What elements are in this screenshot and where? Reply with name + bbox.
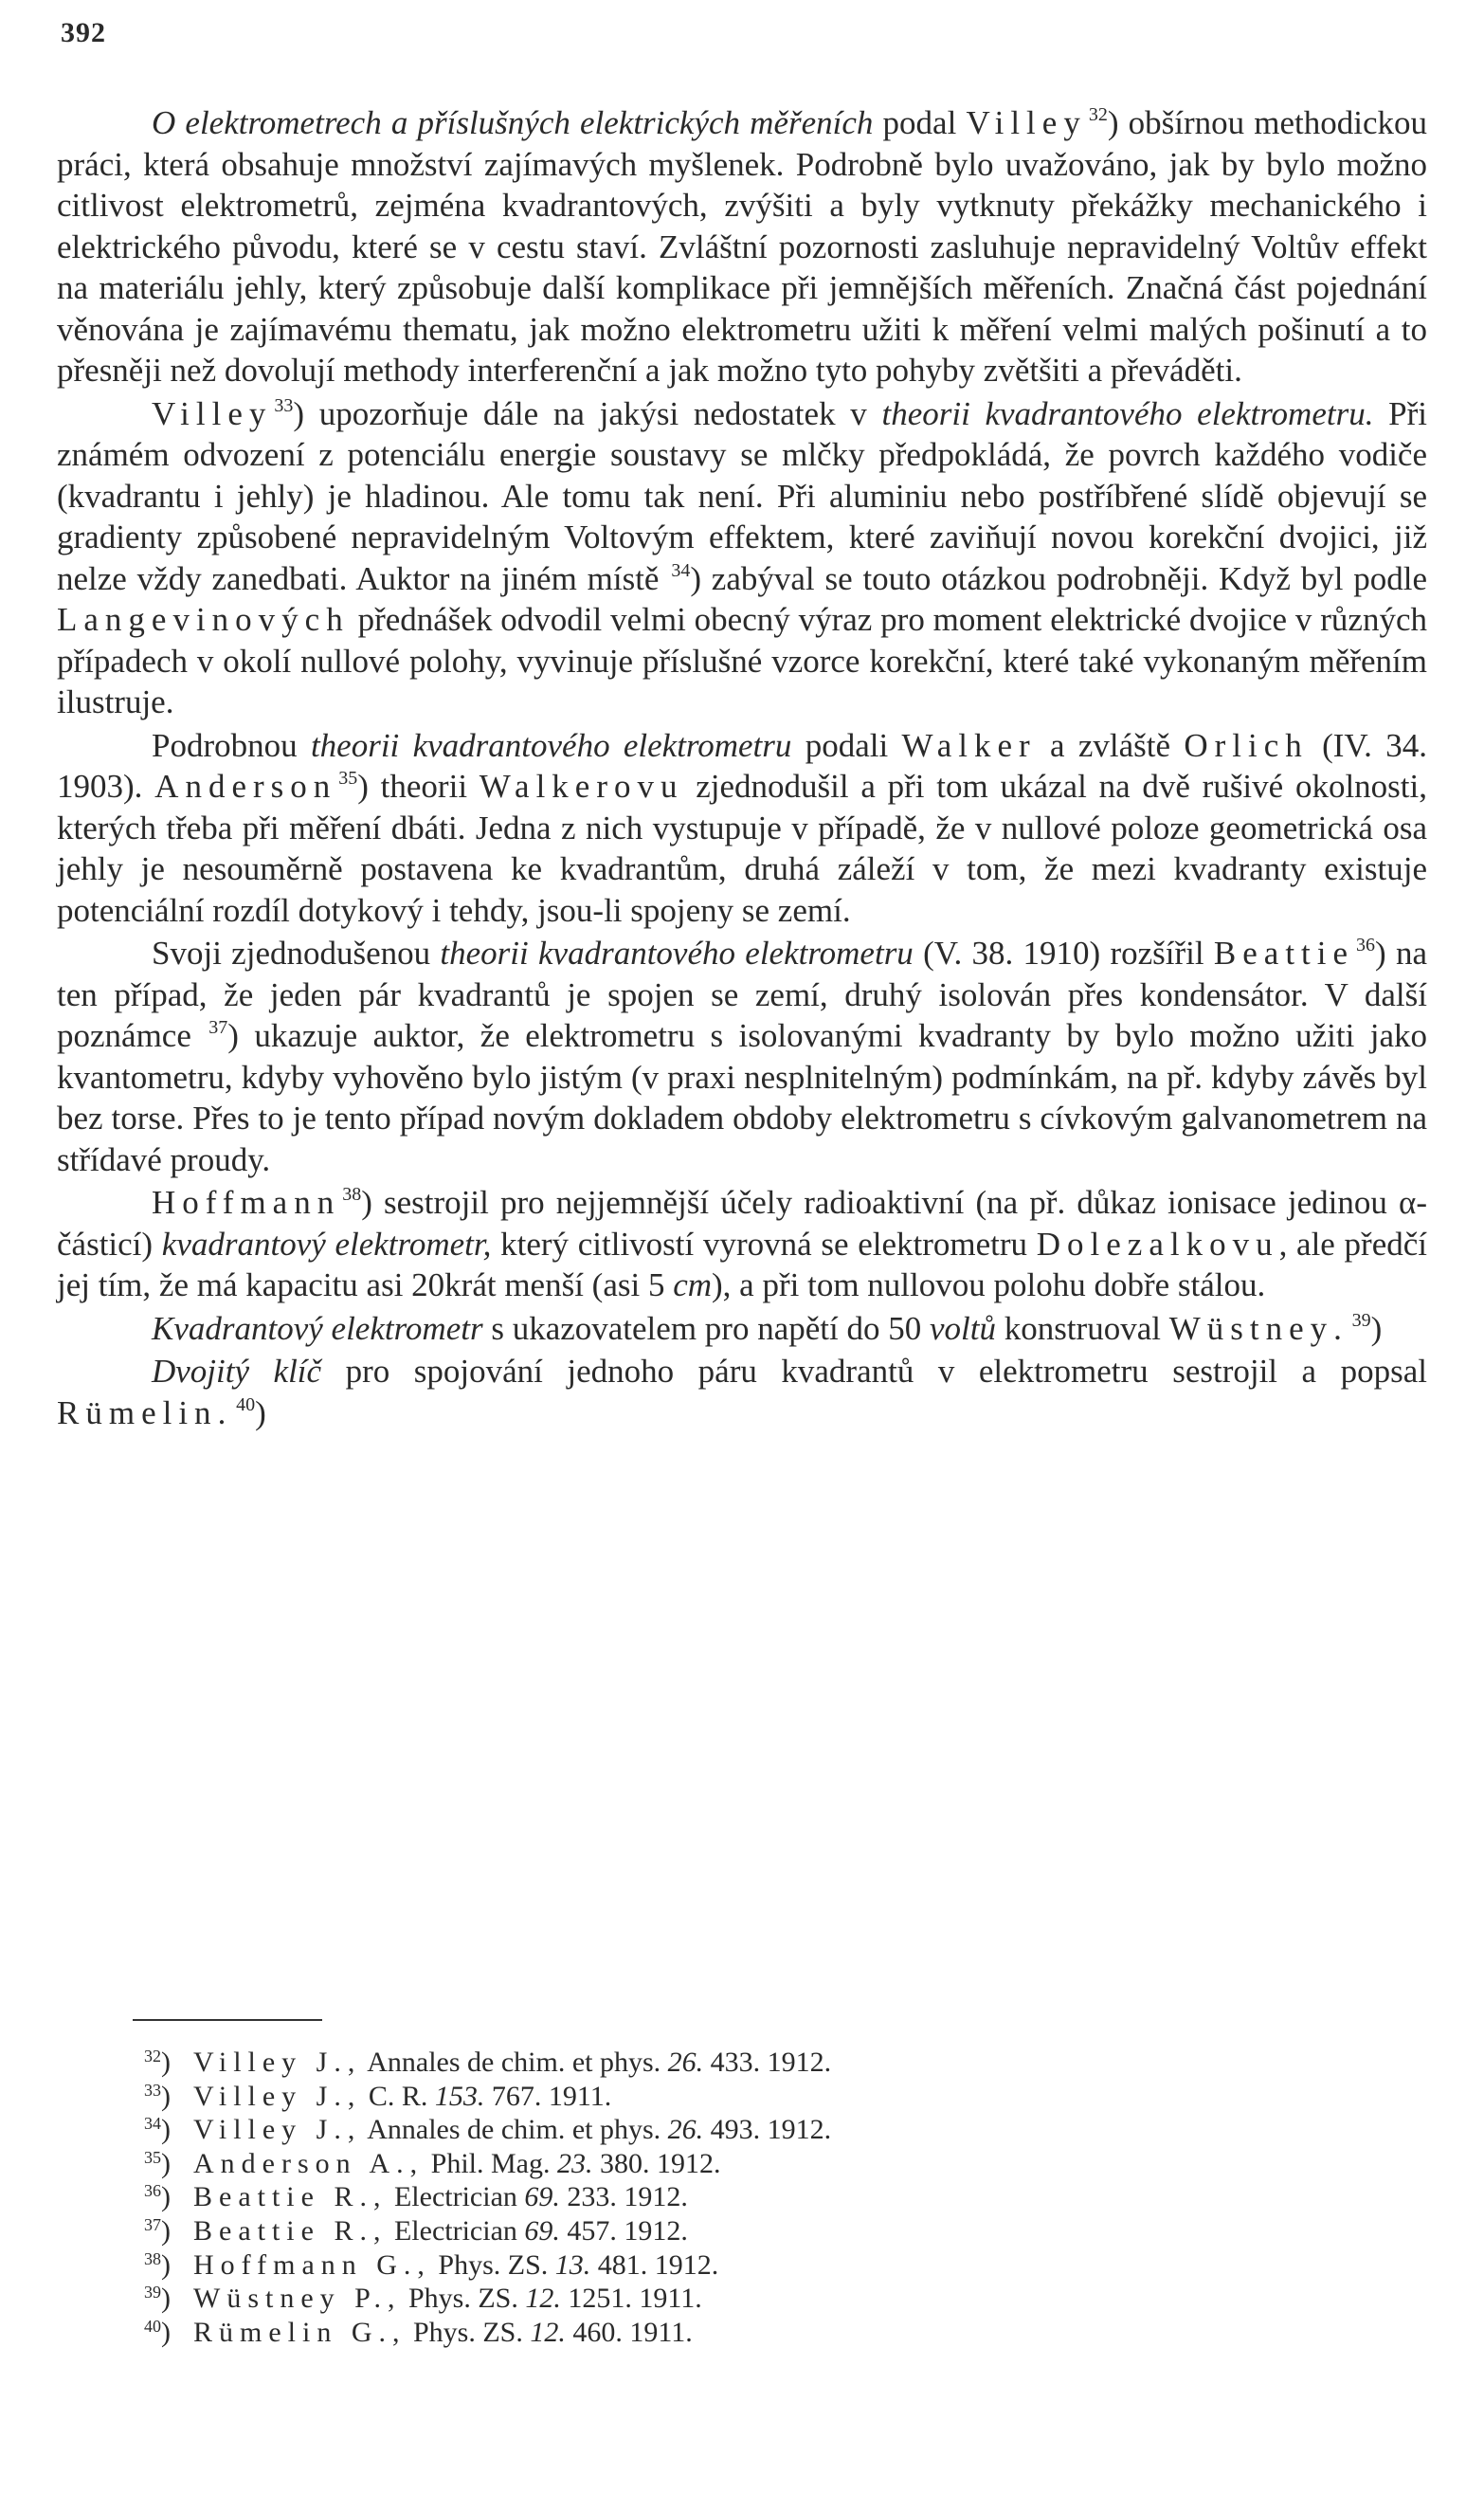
footnote-pages-year: 460. 1911. [572, 2316, 693, 2348]
footnotes [144, 2046, 1329, 2349]
author-name: Orlich [1184, 726, 1309, 764]
text-run: (IV. 34. 1903). [57, 726, 1427, 805]
footnote-author: Beattie R., [193, 2214, 388, 2247]
text-run: podal [873, 104, 967, 141]
italic-term: Dvojitý klíč [152, 1353, 322, 1390]
footnote-pages-year: 767. 1911. [491, 2080, 612, 2112]
text-run: . [217, 1393, 235, 1431]
footnote-number-sup: 38 [144, 2248, 161, 2268]
footnote-number-sup: 39 [144, 2283, 161, 2302]
italic-term: theorii kvadrantového elektrometru [310, 726, 792, 764]
footnote-source: Phys. ZS. [438, 2248, 549, 2281]
paragraph [57, 725, 1427, 932]
text-run: konstruoval [995, 1309, 1169, 1347]
footnote-author: Villey J., [193, 2080, 362, 2112]
text-run: ) ukazuje auktor, že elektrometru s isolovanými kvadranty by bylo možno užiti jako kvantometru, kdyby vyhověno bylo jistým (v praxi nesplnitelným) podmínkám, na př. kdyby závěs byl bez torse. Přes to je tento případ novým dokladem obdoby elektrometru s cívkovým galvanometrem na střídavé proudy. [57, 1017, 1427, 1178]
footnote-pages-year: 1251. 1911. [568, 2283, 702, 2315]
text-run: Při známém odvození z potenciálu energie soustavy se mlčky předpokládá, že povrch každého vodiče (kvadrantu i jehly) je hladinou. Ale tomu tak není. Při aluminiu nebo postříbřené slídě objevují se gradienty způsobené nepravidelným Voltovým effektem, které zaviňují novou korekční dvojici, již nelze vždy zanedbati. Auktor na jiném místě [57, 394, 1427, 597]
page-number: 392 [61, 17, 106, 48]
paragraph [57, 1351, 1427, 1433]
paragraph [57, 1308, 1427, 1350]
footnote-number: $^{34}$) [144, 2114, 171, 2146]
footnote-source: C. R. [368, 2080, 428, 2112]
italic-term: Kvadrantový elektrometr [152, 1309, 483, 1347]
author-name: Anderson [154, 768, 337, 805]
author-name: Beattie [1213, 935, 1355, 972]
text-run: přednášek odvodil velmi obecný výraz pro moment elektrické dvojice v různých případech v okolí nullové polohy, vyvinuje příslušné vzorce korekční, které také vykonaným měřením ilustruje. [57, 601, 1427, 720]
footnote [144, 2180, 1329, 2214]
text-run: a zvláště [1036, 726, 1185, 764]
footnote [144, 2316, 1329, 2350]
footnote [144, 2282, 1329, 2316]
footnote-ref: 40 [236, 1393, 256, 1415]
footnote-volume: 12. [525, 2283, 561, 2315]
italic-term: kvadrantový elektrometr, [161, 1225, 492, 1263]
footnote [144, 2113, 1329, 2147]
footnote-number: $^{36}$) [144, 2181, 171, 2213]
text-run: ) sestrojil pro nejjemnější účely radioaktivní (na př. důkaz ionisace jedinou α-částicí) [57, 1184, 1427, 1263]
footnote-number: $^{32}$) [144, 2047, 171, 2078]
text-run: ) obšírnou methodickou práci, která obsahuje množství zajímavých myšlenek. Podrobně bylo uvažováno, jak by bylo možno citlivost elektrometrů, zejména kvadrantových, zvýšiti a byly vytknuty překážky mechanického i elektrického původu, které se v cestu staví. Zvláštní pozornosti zasluhuje nepravidelný Voltův effekt na materiálu jehly, který způsobuje další komplikace při jemnějších měřeních. Značná část pojednání věnována je zajímavému thematu, jak možno elektrometru užiti k měření velmi malých pošinutí a to přesněji než dovolují methody interferenční a jak možno tyto pohyby zvětšiti a převáděti. [57, 104, 1427, 389]
body-text [57, 102, 1427, 1435]
footnote [144, 2147, 1329, 2181]
text-run: ) na ten případ, že jeden pár kvadrantů je spojen se zemí, druhý isolován přes kondensátor. V další poznámce [57, 935, 1427, 1054]
footnote-volume: 12. [530, 2316, 566, 2348]
footnote-number: $^{40}$) [144, 2316, 171, 2348]
footnote-number: $^{38}$) [144, 2248, 171, 2281]
footnote-ref: 35 [338, 768, 358, 789]
paragraph [57, 102, 1427, 391]
footnote-ref: 37 [208, 1017, 228, 1038]
paragraph [57, 393, 1427, 723]
footnote-volume: 26. [667, 2047, 704, 2078]
footnote-number-sup: 37 [144, 2214, 161, 2234]
footnote-source: Annales de chim. et phys. [367, 2114, 661, 2146]
footnote-source: Phil. Mag. [430, 2147, 551, 2179]
footnote-source: Electrician [393, 2181, 517, 2213]
footnote-volume: 23. [557, 2147, 593, 2179]
italic-term: cm [673, 1266, 713, 1303]
footnote-number: $^{37}$) [144, 2214, 171, 2247]
footnote-pages-year: 233. 1912. [567, 2181, 688, 2213]
footnote-ref: 36 [1356, 935, 1376, 955]
author-name: Langevinových [57, 601, 350, 638]
footnote-number-sup: 34 [144, 2114, 161, 2134]
text-run: s ukazovatelem pro napětí do 50 [482, 1309, 930, 1347]
footnote [144, 2080, 1329, 2114]
footnote [144, 2046, 1329, 2080]
footnote [144, 2248, 1329, 2283]
author-name: Villey [152, 394, 273, 432]
footnote-number: $^{35}$) [144, 2147, 171, 2179]
text-run: ) [1370, 1309, 1383, 1347]
text-run: ) zabýval se touto otázkou podrobněji. Když byl podle [690, 559, 1428, 597]
footnote-ref: 32 [1088, 104, 1108, 125]
footnote-author: Anderson A., [193, 2147, 425, 2179]
text-run: , ale předčí jej tím, že má kapacitu asi 20krát menší (asi 5 [57, 1225, 1427, 1303]
author-name: Walkerovu [479, 768, 684, 805]
text-run: ) theorii [357, 768, 480, 805]
footnote-author: Villey J., [193, 2047, 362, 2078]
italic-term: O elektrometrech a příslušných elektrických měřeních [152, 104, 874, 141]
footnote-author: Rümelin G., [193, 2316, 407, 2348]
footnote-pages-year: 457. 1912. [567, 2214, 688, 2247]
footnote-volume: 26. [667, 2114, 704, 2146]
footnote-author: Beattie R., [193, 2181, 388, 2213]
author-name: Rümelin [57, 1393, 218, 1431]
text-run: ), a při tom nullovou polohu dobře stálou. [712, 1266, 1266, 1303]
footnote-pages-year: 493. 1912. [710, 2114, 832, 2146]
footnote-divider [133, 2019, 322, 2021]
footnote-volume: 13. [554, 2248, 591, 2281]
footnote-pages-year: 380. 1912. [600, 2147, 721, 2179]
text-run: (V. 38. 1910) rozšířil [913, 935, 1214, 972]
footnote-author: Wüstney P., [193, 2283, 402, 2315]
footnote-ref: 34 [671, 559, 691, 581]
author-name: Villey [966, 104, 1087, 141]
footnote-author: Villey J., [193, 2114, 362, 2146]
paragraph [57, 933, 1427, 1180]
author-name: Walker [901, 726, 1037, 764]
author-name: Hoffmann [152, 1184, 341, 1221]
footnote [144, 2214, 1329, 2248]
text-run: podali [791, 726, 902, 764]
footnote-ref: 38 [342, 1184, 362, 1205]
italic-term: theorii kvadrantového elektrometru. [881, 394, 1374, 432]
footnote-source: Electrician [393, 2214, 517, 2247]
italic-term: theorii kvadrantového elektrometru [440, 935, 914, 972]
footnote-number: $^{39}$) [144, 2283, 171, 2315]
footnote-number-sup: 36 [144, 2181, 161, 2201]
footnote-pages-year: 481. 1912. [597, 2248, 719, 2281]
paragraph [57, 1182, 1427, 1306]
text-run: Podrobnou [152, 726, 311, 764]
author-name: Dolezalkovu [1036, 1225, 1279, 1263]
footnote-ref: 33 [274, 394, 294, 416]
italic-term: voltů [929, 1309, 996, 1347]
footnote-ref: 39 [1351, 1309, 1371, 1331]
footnote-source: Annales de chim. et phys. [367, 2047, 661, 2078]
text-run: pro spojování jednoho páru kvadrantů v elektrometru sestrojil a popsal [321, 1353, 1427, 1390]
text-run: . [1333, 1309, 1350, 1347]
footnote-number-sup: 33 [144, 2080, 161, 2100]
footnote-volume: 153. [434, 2080, 485, 2112]
footnote-pages-year: 433. 1912. [710, 2047, 832, 2078]
footnote-number-sup: 32 [144, 2047, 161, 2065]
footnote-source: Phys. ZS. [413, 2316, 523, 2348]
footnote-volume: 69. [524, 2214, 560, 2247]
author-name: Wüstney [1168, 1309, 1334, 1347]
text-run: ) upozorňuje dále na jakýsi nedostatek v [293, 394, 882, 432]
footnote-author: Hoffmann G., [193, 2248, 431, 2281]
text-run: ) [255, 1393, 266, 1431]
text-run: Svoji zjednodušenou [152, 935, 441, 972]
footnote-number-sup: 35 [144, 2147, 161, 2167]
text-run: který citlivostí vyrovná se elektrometru [491, 1225, 1037, 1263]
footnote-number-sup: 40 [144, 2316, 161, 2336]
text-run: zjednodušil a při tom ukázal na dvě rušivé okolnosti, kterých třeba při měření dbáti. Jedna z nich vystupuje v případě, že v nullové poloze geometrická osa jehly je nesouměrně postavena ke kvadrantům, druhá záleží v tom, že mezi kvadranty existuje potenciální rozdíl dotykový i tehdy, jsou-li spojeny se zemí. [57, 768, 1427, 929]
footnote-number: $^{33}$) [144, 2080, 171, 2112]
footnote-source: Phys. ZS. [408, 2283, 518, 2315]
footnote-volume: 69. [524, 2181, 560, 2213]
